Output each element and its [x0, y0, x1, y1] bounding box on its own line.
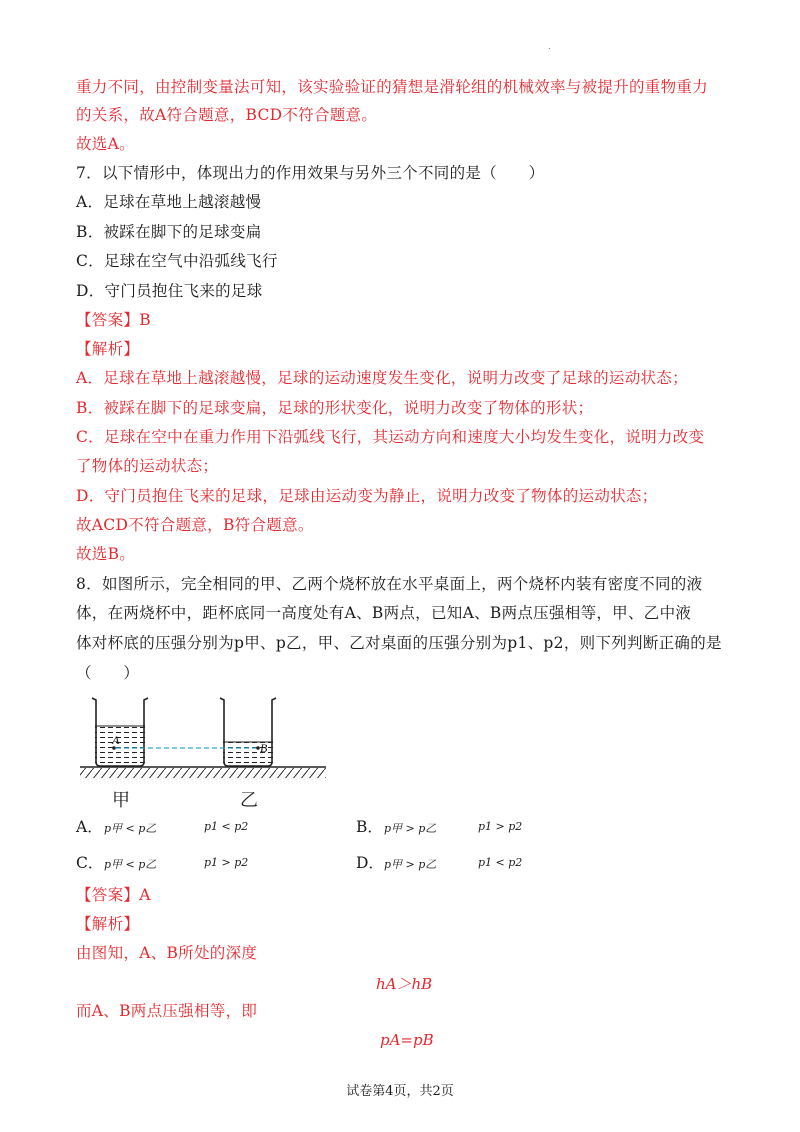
question-7-option-b: B．被踩在脚下的足球变扁: [76, 223, 262, 241]
beaker-figure: [76, 690, 336, 780]
option-a-formula-1: p甲 < p乙: [104, 822, 157, 835]
text-line: D．守门员抱住飞来的足球，足球由运动变为静止，说明力改变了物体的运动状态；: [76, 487, 658, 505]
formula-pressure: pA=pB: [380, 1031, 434, 1049]
option-c-letter: C．: [76, 854, 104, 872]
option-b-letter: B．: [356, 818, 383, 836]
text-line: 故选A。: [76, 135, 135, 153]
text-line: 而A、B两点压强相等，即: [76, 1002, 258, 1020]
text-line: 的关系，故A符合题意，BCD不符合题意。: [76, 106, 378, 124]
analysis-label: 【解析】: [76, 340, 140, 358]
option-a-letter: A．: [76, 818, 103, 836]
beaker-right-label: 乙: [240, 790, 258, 811]
text-line: 故ACD不符合题意，B符合题意。: [76, 516, 314, 534]
option-c-formula-2: p1 > p2: [204, 856, 249, 869]
header-dot: .: [548, 42, 551, 51]
question-8-stem: 体，在两烧杯中，距杯底同一高度处有A、B两点，已知A、B两点压强相等，甲、乙中液: [76, 604, 692, 622]
question-7-stem: 7．以下情形中，体现出力的作用效果与另外三个不同的是（ ）: [76, 164, 545, 182]
answer-label: 【答案】B: [76, 311, 151, 329]
question-7-option-d: D．守门员抱住飞来的足球: [76, 282, 263, 300]
option-b-formula-2: p1 > p2: [478, 820, 523, 833]
question-8-stem: 体对杯底的压强分别为p甲、p乙，甲、乙对桌面的压强分别为p1、p2，则下列判断正确的是: [76, 634, 722, 652]
option-d-formula-2: p1 < p2: [478, 856, 523, 869]
text-line: 故选B。: [76, 545, 136, 563]
option-c-formula-1: p甲 < p乙: [104, 858, 157, 871]
point-a-label: A: [112, 733, 120, 747]
beaker-left: [92, 698, 148, 766]
formula-depth: hA＞hB: [376, 975, 433, 993]
beaker-left-label: 甲: [112, 790, 130, 811]
option-d-letter: D．: [356, 854, 384, 872]
question-8-stem: 8．如图所示，完全相同的甲、乙两个烧杯放在水平桌面上，两个烧杯内装有密度不同的液: [76, 575, 703, 593]
text-line: B．被踩在脚下的足球变扁，足球的形状变化，说明力改变了物体的形状；: [76, 399, 594, 417]
text-line: 由图知，A、B所处的深度: [76, 944, 258, 962]
page-footer: 试卷第4页，共2页: [346, 1084, 454, 1099]
beaker-right: [220, 698, 276, 766]
text-line: 重力不同，由控制变量法可知，该实验验证的猜想是滑轮组的机械效率与被提升的重物重力: [76, 78, 709, 96]
text-line: C．足球在空中在重力作用下沿弧线飞行，其运动方向和速度大小均发生变化，说明力改变: [76, 428, 705, 446]
question-7-option-c: C．足球在空气中沿弧线飞行: [76, 252, 278, 270]
table-hatch: [80, 768, 326, 778]
option-a-formula-2: p1 < p2: [204, 820, 249, 833]
option-d-formula-1: p甲 > p乙: [384, 858, 437, 871]
text-line: A．足球在草地上越滚越慢，足球的运动速度发生变化，说明力改变了足球的运动状态；: [76, 369, 688, 387]
analysis-label: 【解析】: [76, 915, 140, 933]
question-8-paren: （ ）: [76, 664, 140, 682]
text-line: 了物体的运动状态；: [76, 457, 219, 475]
point-b-label: B: [260, 741, 268, 755]
option-b-formula-1: p甲 > p乙: [384, 822, 437, 835]
answer-label: 【答案】A: [76, 886, 151, 904]
question-7-option-a: A．足球在草地上越滚越慢: [76, 193, 262, 211]
